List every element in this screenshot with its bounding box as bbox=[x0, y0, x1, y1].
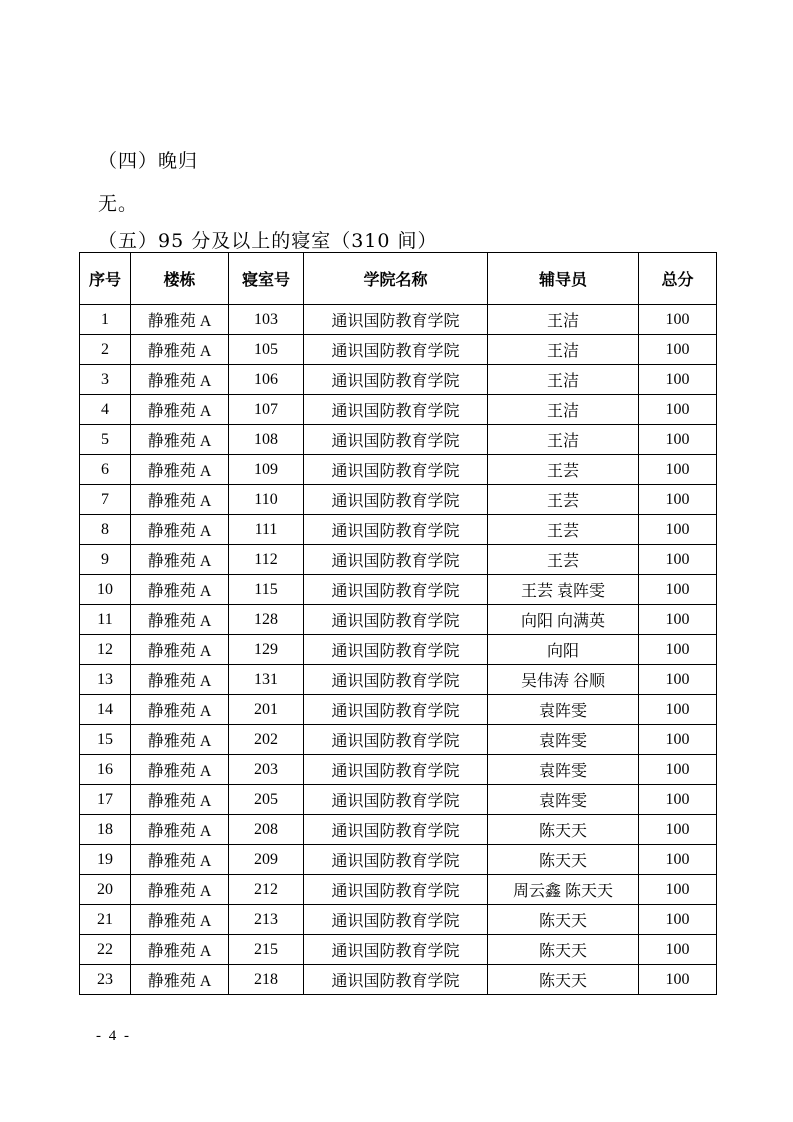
cell-building: 静雅苑 A bbox=[131, 635, 229, 665]
cell-college-name: 通识国防教育学院 bbox=[304, 965, 488, 995]
cell-building: 静雅苑 A bbox=[131, 845, 229, 875]
cell-college-name: 通识国防教育学院 bbox=[304, 485, 488, 515]
table-row bbox=[80, 575, 717, 605]
cell-college-name: 通识国防教育学院 bbox=[304, 695, 488, 725]
cell-counselor: 陈天天 bbox=[488, 905, 639, 935]
section-heading-late-return: （四）晚归 bbox=[98, 150, 199, 172]
cell-counselor: 王洁 bbox=[488, 395, 639, 425]
cell-building: 静雅苑 A bbox=[131, 905, 229, 935]
cell-college-name: 通识国防教育学院 bbox=[304, 545, 488, 575]
cell-building: 静雅苑 A bbox=[131, 395, 229, 425]
cell-building: 静雅苑 A bbox=[131, 965, 229, 995]
cell-index: 16 bbox=[80, 755, 131, 785]
cell-building: 静雅苑 A bbox=[131, 305, 229, 335]
header-counselor: 辅导员 bbox=[488, 253, 639, 305]
cell-room-number: 203 bbox=[229, 755, 304, 785]
cell-index: 6 bbox=[80, 455, 131, 485]
table-row bbox=[80, 935, 717, 965]
cell-room-number: 112 bbox=[229, 545, 304, 575]
cell-college-name: 通识国防教育学院 bbox=[304, 305, 488, 335]
cell-room-number: 108 bbox=[229, 425, 304, 455]
cell-building: 静雅苑 A bbox=[131, 365, 229, 395]
cell-college-name: 通识国防教育学院 bbox=[304, 845, 488, 875]
cell-college-name: 通识国防教育学院 bbox=[304, 425, 488, 455]
cell-building: 静雅苑 A bbox=[131, 725, 229, 755]
cell-index: 13 bbox=[80, 665, 131, 695]
cell-college-name: 通识国防教育学院 bbox=[304, 905, 488, 935]
cell-room-number: 128 bbox=[229, 605, 304, 635]
cell-building: 静雅苑 A bbox=[131, 785, 229, 815]
cell-counselor: 王芸 bbox=[488, 485, 639, 515]
cell-college-name: 通识国防教育学院 bbox=[304, 815, 488, 845]
cell-room-number: 111 bbox=[229, 515, 304, 545]
cell-index: 1 bbox=[80, 305, 131, 335]
cell-room-number: 105 bbox=[229, 335, 304, 365]
cell-room-number: 202 bbox=[229, 725, 304, 755]
cell-college-name: 通识国防教育学院 bbox=[304, 785, 488, 815]
table-row bbox=[80, 605, 717, 635]
cell-index: 23 bbox=[80, 965, 131, 995]
cell-college-name: 通识国防教育学院 bbox=[304, 335, 488, 365]
dorm-score-table bbox=[79, 252, 717, 995]
cell-total-score: 100 bbox=[639, 515, 717, 545]
cell-college-name: 通识国防教育学院 bbox=[304, 665, 488, 695]
table-row bbox=[80, 905, 717, 935]
cell-index: 17 bbox=[80, 785, 131, 815]
cell-college-name: 通识国防教育学院 bbox=[304, 755, 488, 785]
cell-counselor: 周云鑫 陈天天 bbox=[488, 875, 639, 905]
cell-counselor: 王洁 bbox=[488, 305, 639, 335]
cell-counselor: 吴伟涛 谷顺 bbox=[488, 665, 639, 695]
header-index: 序号 bbox=[80, 253, 131, 305]
cell-index: 2 bbox=[80, 335, 131, 365]
cell-room-number: 109 bbox=[229, 455, 304, 485]
table-header-row bbox=[80, 253, 717, 305]
cell-room-number: 201 bbox=[229, 695, 304, 725]
cell-index: 3 bbox=[80, 365, 131, 395]
cell-building: 静雅苑 A bbox=[131, 665, 229, 695]
cell-room-number: 212 bbox=[229, 875, 304, 905]
page-number: - 4 - bbox=[96, 1028, 131, 1044]
header-building: 楼栋 bbox=[131, 253, 229, 305]
cell-building: 静雅苑 A bbox=[131, 575, 229, 605]
cell-room-number: 129 bbox=[229, 635, 304, 665]
cell-index: 7 bbox=[80, 485, 131, 515]
cell-total-score: 100 bbox=[639, 935, 717, 965]
cell-counselor: 向阳 bbox=[488, 635, 639, 665]
cell-counselor: 陈天天 bbox=[488, 815, 639, 845]
cell-index: 5 bbox=[80, 425, 131, 455]
cell-counselor: 王洁 bbox=[488, 425, 639, 455]
cell-index: 18 bbox=[80, 815, 131, 845]
cell-college-name: 通识国防教育学院 bbox=[304, 935, 488, 965]
cell-college-name: 通识国防教育学院 bbox=[304, 725, 488, 755]
header-total-score: 总分 bbox=[639, 253, 717, 305]
cell-counselor: 袁阵雯 bbox=[488, 785, 639, 815]
cell-building: 静雅苑 A bbox=[131, 755, 229, 785]
cell-total-score: 100 bbox=[639, 665, 717, 695]
cell-total-score: 100 bbox=[639, 815, 717, 845]
cell-counselor: 王芸 bbox=[488, 545, 639, 575]
cell-building: 静雅苑 A bbox=[131, 815, 229, 845]
table-row bbox=[80, 635, 717, 665]
cell-room-number: 106 bbox=[229, 365, 304, 395]
table-row bbox=[80, 545, 717, 575]
cell-room-number: 103 bbox=[229, 305, 304, 335]
cell-building: 静雅苑 A bbox=[131, 485, 229, 515]
header-room-number: 寝室号 bbox=[229, 253, 304, 305]
cell-counselor: 陈天天 bbox=[488, 845, 639, 875]
cell-total-score: 100 bbox=[639, 725, 717, 755]
table-row bbox=[80, 455, 717, 485]
cell-college-name: 通识国防教育学院 bbox=[304, 605, 488, 635]
table-row bbox=[80, 335, 717, 365]
table-row bbox=[80, 785, 717, 815]
cell-college-name: 通识国防教育学院 bbox=[304, 635, 488, 665]
cell-index: 19 bbox=[80, 845, 131, 875]
section-heading-dorms-95-plus: （五）95 分及以上的寝室（310 间） bbox=[98, 230, 438, 252]
cell-index: 22 bbox=[80, 935, 131, 965]
cell-room-number: 209 bbox=[229, 845, 304, 875]
cell-counselor: 王芸 bbox=[488, 515, 639, 545]
table-row bbox=[80, 965, 717, 995]
cell-total-score: 100 bbox=[639, 845, 717, 875]
table-row bbox=[80, 755, 717, 785]
table-row bbox=[80, 665, 717, 695]
table-row bbox=[80, 365, 717, 395]
cell-index: 4 bbox=[80, 395, 131, 425]
cell-total-score: 100 bbox=[639, 965, 717, 995]
table-row bbox=[80, 695, 717, 725]
cell-total-score: 100 bbox=[639, 335, 717, 365]
cell-room-number: 218 bbox=[229, 965, 304, 995]
cell-index: 8 bbox=[80, 515, 131, 545]
cell-total-score: 100 bbox=[639, 695, 717, 725]
cell-building: 静雅苑 A bbox=[131, 425, 229, 455]
cell-total-score: 100 bbox=[639, 755, 717, 785]
cell-total-score: 100 bbox=[639, 425, 717, 455]
cell-index: 12 bbox=[80, 635, 131, 665]
cell-room-number: 215 bbox=[229, 935, 304, 965]
cell-building: 静雅苑 A bbox=[131, 545, 229, 575]
cell-room-number: 115 bbox=[229, 575, 304, 605]
cell-index: 11 bbox=[80, 605, 131, 635]
cell-college-name: 通识国防教育学院 bbox=[304, 515, 488, 545]
cell-counselor: 袁阵雯 bbox=[488, 755, 639, 785]
cell-total-score: 100 bbox=[639, 875, 717, 905]
cell-college-name: 通识国防教育学院 bbox=[304, 455, 488, 485]
cell-counselor: 王洁 bbox=[488, 365, 639, 395]
cell-building: 静雅苑 A bbox=[131, 455, 229, 485]
section-content-none: 无。 bbox=[98, 193, 139, 215]
cell-room-number: 208 bbox=[229, 815, 304, 845]
cell-total-score: 100 bbox=[639, 605, 717, 635]
cell-counselor: 袁阵雯 bbox=[488, 725, 639, 755]
cell-counselor: 陈天天 bbox=[488, 965, 639, 995]
cell-total-score: 100 bbox=[639, 365, 717, 395]
cell-total-score: 100 bbox=[639, 545, 717, 575]
cell-room-number: 131 bbox=[229, 665, 304, 695]
cell-building: 静雅苑 A bbox=[131, 935, 229, 965]
cell-building: 静雅苑 A bbox=[131, 515, 229, 545]
table-row bbox=[80, 425, 717, 455]
cell-total-score: 100 bbox=[639, 905, 717, 935]
cell-room-number: 110 bbox=[229, 485, 304, 515]
cell-counselor: 王洁 bbox=[488, 335, 639, 365]
cell-college-name: 通识国防教育学院 bbox=[304, 365, 488, 395]
cell-index: 10 bbox=[80, 575, 131, 605]
table-row bbox=[80, 485, 717, 515]
cell-building: 静雅苑 A bbox=[131, 875, 229, 905]
cell-room-number: 107 bbox=[229, 395, 304, 425]
cell-college-name: 通识国防教育学院 bbox=[304, 395, 488, 425]
cell-index: 21 bbox=[80, 905, 131, 935]
cell-total-score: 100 bbox=[639, 485, 717, 515]
cell-college-name: 通识国防教育学院 bbox=[304, 575, 488, 605]
table-row bbox=[80, 815, 717, 845]
cell-building: 静雅苑 A bbox=[131, 605, 229, 635]
cell-index: 9 bbox=[80, 545, 131, 575]
table-row bbox=[80, 395, 717, 425]
cell-index: 15 bbox=[80, 725, 131, 755]
cell-room-number: 213 bbox=[229, 905, 304, 935]
cell-counselor: 王芸 袁阵雯 bbox=[488, 575, 639, 605]
cell-index: 20 bbox=[80, 875, 131, 905]
table-row bbox=[80, 875, 717, 905]
table-row bbox=[80, 515, 717, 545]
cell-building: 静雅苑 A bbox=[131, 335, 229, 365]
table-row bbox=[80, 305, 717, 335]
cell-counselor: 陈天天 bbox=[488, 935, 639, 965]
cell-total-score: 100 bbox=[639, 785, 717, 815]
cell-counselor: 王芸 bbox=[488, 455, 639, 485]
cell-counselor: 袁阵雯 bbox=[488, 695, 639, 725]
cell-total-score: 100 bbox=[639, 575, 717, 605]
cell-room-number: 205 bbox=[229, 785, 304, 815]
header-college-name: 学院名称 bbox=[304, 253, 488, 305]
cell-total-score: 100 bbox=[639, 455, 717, 485]
cell-index: 14 bbox=[80, 695, 131, 725]
cell-counselor: 向阳 向满英 bbox=[488, 605, 639, 635]
table-row bbox=[80, 725, 717, 755]
table-row bbox=[80, 845, 717, 875]
cell-building: 静雅苑 A bbox=[131, 695, 229, 725]
cell-total-score: 100 bbox=[639, 635, 717, 665]
cell-college-name: 通识国防教育学院 bbox=[304, 875, 488, 905]
cell-total-score: 100 bbox=[639, 305, 717, 335]
cell-total-score: 100 bbox=[639, 395, 717, 425]
